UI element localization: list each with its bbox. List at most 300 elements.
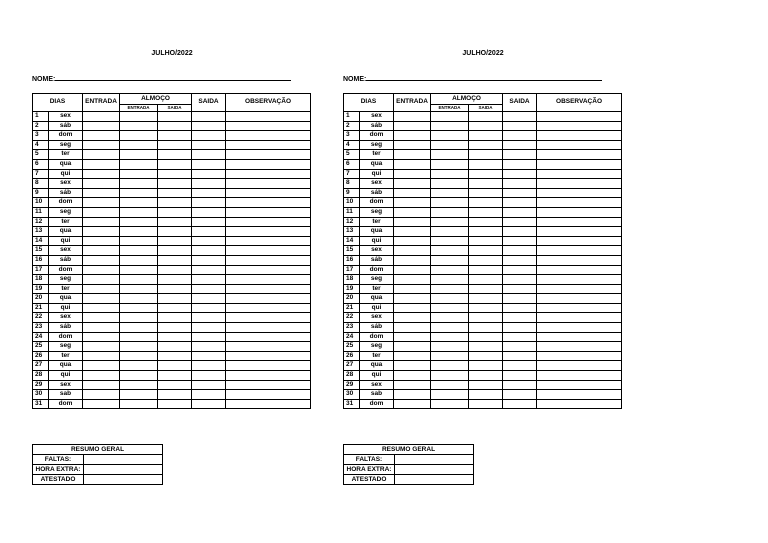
saida-cell[interactable]	[192, 342, 226, 352]
entrada-cell[interactable]	[394, 294, 431, 304]
name-line[interactable]	[55, 73, 291, 81]
observacao-cell[interactable]	[226, 236, 311, 246]
almoco-entrada-cell[interactable]	[431, 265, 469, 275]
almoco-saida-cell[interactable]	[158, 150, 192, 160]
almoco-entrada-cell[interactable]	[120, 323, 158, 333]
entrada-cell[interactable]	[83, 255, 120, 265]
saida-cell[interactable]	[192, 179, 226, 189]
almoco-entrada-cell[interactable]	[120, 188, 158, 198]
saida-cell[interactable]	[503, 236, 537, 246]
observacao-cell[interactable]	[226, 227, 311, 237]
entrada-cell[interactable]	[394, 207, 431, 217]
entrada-cell[interactable]	[394, 150, 431, 160]
entrada-cell[interactable]	[394, 227, 431, 237]
saida-cell[interactable]	[192, 131, 226, 141]
entrada-cell[interactable]	[83, 323, 120, 333]
observacao-cell[interactable]	[226, 217, 311, 227]
almoco-saida-cell[interactable]	[158, 179, 192, 189]
entrada-cell[interactable]	[394, 198, 431, 208]
entrada-cell[interactable]	[83, 390, 120, 400]
saida-cell[interactable]	[503, 255, 537, 265]
observacao-cell[interactable]	[226, 361, 311, 371]
almoco-saida-cell[interactable]	[158, 227, 192, 237]
saida-cell[interactable]	[192, 303, 226, 313]
observacao-cell[interactable]	[537, 150, 622, 160]
almoco-entrada-cell[interactable]	[431, 112, 469, 122]
almoco-saida-cell[interactable]	[158, 303, 192, 313]
almoco-saida-cell[interactable]	[469, 332, 503, 342]
saida-cell[interactable]	[192, 399, 226, 409]
entrada-cell[interactable]	[394, 351, 431, 361]
saida-cell[interactable]	[503, 150, 537, 160]
saida-cell[interactable]	[192, 159, 226, 169]
observacao-cell[interactable]	[537, 188, 622, 198]
saida-cell[interactable]	[503, 342, 537, 352]
almoco-saida-cell[interactable]	[469, 255, 503, 265]
almoco-entrada-cell[interactable]	[431, 399, 469, 409]
entrada-cell[interactable]	[83, 380, 120, 390]
saida-cell[interactable]	[192, 265, 226, 275]
observacao-cell[interactable]	[226, 323, 311, 333]
observacao-cell[interactable]	[226, 303, 311, 313]
observacao-cell[interactable]	[226, 390, 311, 400]
almoco-entrada-cell[interactable]	[120, 169, 158, 179]
almoco-saida-cell[interactable]	[469, 265, 503, 275]
almoco-saida-cell[interactable]	[469, 361, 503, 371]
observacao-cell[interactable]	[226, 112, 311, 122]
almoco-entrada-cell[interactable]	[120, 121, 158, 131]
almoco-entrada-cell[interactable]	[431, 313, 469, 323]
saida-cell[interactable]	[503, 169, 537, 179]
almoco-saida-cell[interactable]	[158, 323, 192, 333]
observacao-cell[interactable]	[537, 236, 622, 246]
almoco-saida-cell[interactable]	[469, 121, 503, 131]
almoco-entrada-cell[interactable]	[120, 351, 158, 361]
almoco-saida-cell[interactable]	[158, 188, 192, 198]
saida-cell[interactable]	[503, 217, 537, 227]
saida-cell[interactable]	[192, 207, 226, 217]
observacao-cell[interactable]	[537, 342, 622, 352]
saida-cell[interactable]	[503, 198, 537, 208]
almoco-entrada-cell[interactable]	[431, 380, 469, 390]
observacao-cell[interactable]	[537, 265, 622, 275]
almoco-entrada-cell[interactable]	[120, 227, 158, 237]
almoco-saida-cell[interactable]	[158, 236, 192, 246]
almoco-entrada-cell[interactable]	[120, 303, 158, 313]
saida-cell[interactable]	[192, 361, 226, 371]
almoco-entrada-cell[interactable]	[431, 150, 469, 160]
almoco-entrada-cell[interactable]	[431, 236, 469, 246]
entrada-cell[interactable]	[394, 390, 431, 400]
entrada-cell[interactable]	[394, 265, 431, 275]
almoco-saida-cell[interactable]	[158, 217, 192, 227]
almoco-entrada-cell[interactable]	[431, 351, 469, 361]
almoco-entrada-cell[interactable]	[120, 140, 158, 150]
saida-cell[interactable]	[192, 351, 226, 361]
almoco-saida-cell[interactable]	[469, 294, 503, 304]
almoco-saida-cell[interactable]	[158, 169, 192, 179]
observacao-cell[interactable]	[537, 246, 622, 256]
saida-cell[interactable]	[503, 246, 537, 256]
almoco-saida-cell[interactable]	[158, 284, 192, 294]
entrada-cell[interactable]	[83, 303, 120, 313]
almoco-entrada-cell[interactable]	[120, 198, 158, 208]
summary-hora-extra-value[interactable]	[395, 465, 474, 475]
entrada-cell[interactable]	[394, 121, 431, 131]
almoco-entrada-cell[interactable]	[431, 390, 469, 400]
saida-cell[interactable]	[503, 351, 537, 361]
observacao-cell[interactable]	[226, 351, 311, 361]
almoco-entrada-cell[interactable]	[120, 399, 158, 409]
saida-cell[interactable]	[192, 150, 226, 160]
saida-cell[interactable]	[192, 112, 226, 122]
observacao-cell[interactable]	[537, 255, 622, 265]
observacao-cell[interactable]	[537, 159, 622, 169]
almoco-saida-cell[interactable]	[158, 198, 192, 208]
saida-cell[interactable]	[503, 313, 537, 323]
almoco-entrada-cell[interactable]	[431, 179, 469, 189]
saida-cell[interactable]	[192, 323, 226, 333]
almoco-saida-cell[interactable]	[158, 390, 192, 400]
almoco-saida-cell[interactable]	[469, 342, 503, 352]
almoco-entrada-cell[interactable]	[431, 323, 469, 333]
almoco-saida-cell[interactable]	[469, 390, 503, 400]
observacao-cell[interactable]	[537, 131, 622, 141]
observacao-cell[interactable]	[226, 246, 311, 256]
entrada-cell[interactable]	[83, 227, 120, 237]
observacao-cell[interactable]	[226, 265, 311, 275]
saida-cell[interactable]	[503, 159, 537, 169]
saida-cell[interactable]	[503, 303, 537, 313]
almoco-entrada-cell[interactable]	[431, 361, 469, 371]
entrada-cell[interactable]	[83, 131, 120, 141]
almoco-saida-cell[interactable]	[469, 284, 503, 294]
almoco-entrada-cell[interactable]	[120, 380, 158, 390]
entrada-cell[interactable]	[83, 188, 120, 198]
observacao-cell[interactable]	[537, 399, 622, 409]
entrada-cell[interactable]	[83, 140, 120, 150]
observacao-cell[interactable]	[226, 150, 311, 160]
observacao-cell[interactable]	[226, 159, 311, 169]
saida-cell[interactable]	[192, 284, 226, 294]
almoco-entrada-cell[interactable]	[431, 284, 469, 294]
summary-atestado-value[interactable]	[395, 475, 474, 485]
observacao-cell[interactable]	[226, 371, 311, 381]
almoco-saida-cell[interactable]	[158, 159, 192, 169]
saida-cell[interactable]	[192, 188, 226, 198]
observacao-cell[interactable]	[226, 332, 311, 342]
almoco-saida-cell[interactable]	[469, 227, 503, 237]
almoco-saida-cell[interactable]	[158, 342, 192, 352]
almoco-entrada-cell[interactable]	[431, 169, 469, 179]
observacao-cell[interactable]	[226, 294, 311, 304]
observacao-cell[interactable]	[226, 380, 311, 390]
saida-cell[interactable]	[192, 236, 226, 246]
observacao-cell[interactable]	[537, 169, 622, 179]
saida-cell[interactable]	[503, 121, 537, 131]
almoco-entrada-cell[interactable]	[120, 390, 158, 400]
entrada-cell[interactable]	[394, 246, 431, 256]
saida-cell[interactable]	[192, 371, 226, 381]
almoco-saida-cell[interactable]	[469, 140, 503, 150]
almoco-saida-cell[interactable]	[158, 332, 192, 342]
saida-cell[interactable]	[192, 121, 226, 131]
name-line[interactable]	[366, 73, 602, 81]
entrada-cell[interactable]	[83, 112, 120, 122]
entrada-cell[interactable]	[83, 236, 120, 246]
saida-cell[interactable]	[192, 313, 226, 323]
entrada-cell[interactable]	[83, 150, 120, 160]
entrada-cell[interactable]	[83, 159, 120, 169]
observacao-cell[interactable]	[226, 399, 311, 409]
almoco-entrada-cell[interactable]	[120, 275, 158, 285]
entrada-cell[interactable]	[394, 236, 431, 246]
almoco-saida-cell[interactable]	[158, 371, 192, 381]
saida-cell[interactable]	[503, 361, 537, 371]
almoco-saida-cell[interactable]	[158, 121, 192, 131]
saida-cell[interactable]	[503, 294, 537, 304]
entrada-cell[interactable]	[394, 371, 431, 381]
entrada-cell[interactable]	[83, 284, 120, 294]
entrada-cell[interactable]	[83, 207, 120, 217]
almoco-saida-cell[interactable]	[469, 246, 503, 256]
almoco-entrada-cell[interactable]	[431, 121, 469, 131]
entrada-cell[interactable]	[394, 112, 431, 122]
entrada-cell[interactable]	[394, 313, 431, 323]
observacao-cell[interactable]	[226, 121, 311, 131]
observacao-cell[interactable]	[537, 371, 622, 381]
almoco-entrada-cell[interactable]	[120, 207, 158, 217]
almoco-entrada-cell[interactable]	[431, 198, 469, 208]
saida-cell[interactable]	[503, 371, 537, 381]
almoco-saida-cell[interactable]	[158, 255, 192, 265]
almoco-entrada-cell[interactable]	[120, 112, 158, 122]
almoco-entrada-cell[interactable]	[120, 332, 158, 342]
entrada-cell[interactable]	[83, 121, 120, 131]
entrada-cell[interactable]	[394, 275, 431, 285]
saida-cell[interactable]	[192, 227, 226, 237]
almoco-entrada-cell[interactable]	[120, 179, 158, 189]
entrada-cell[interactable]	[394, 323, 431, 333]
entrada-cell[interactable]	[83, 332, 120, 342]
almoco-entrada-cell[interactable]	[431, 159, 469, 169]
entrada-cell[interactable]	[83, 169, 120, 179]
saida-cell[interactable]	[192, 294, 226, 304]
saida-cell[interactable]	[192, 198, 226, 208]
almoco-saida-cell[interactable]	[469, 217, 503, 227]
entrada-cell[interactable]	[83, 361, 120, 371]
summary-faltas-value[interactable]	[395, 455, 474, 465]
saida-cell[interactable]	[192, 169, 226, 179]
almoco-entrada-cell[interactable]	[431, 217, 469, 227]
observacao-cell[interactable]	[537, 217, 622, 227]
saida-cell[interactable]	[503, 284, 537, 294]
saida-cell[interactable]	[192, 255, 226, 265]
observacao-cell[interactable]	[226, 131, 311, 141]
almoco-saida-cell[interactable]	[469, 351, 503, 361]
almoco-entrada-cell[interactable]	[431, 255, 469, 265]
almoco-saida-cell[interactable]	[469, 236, 503, 246]
saida-cell[interactable]	[192, 332, 226, 342]
almoco-entrada-cell[interactable]	[120, 361, 158, 371]
almoco-entrada-cell[interactable]	[431, 140, 469, 150]
almoco-saida-cell[interactable]	[469, 188, 503, 198]
almoco-saida-cell[interactable]	[469, 159, 503, 169]
entrada-cell[interactable]	[394, 188, 431, 198]
observacao-cell[interactable]	[537, 207, 622, 217]
entrada-cell[interactable]	[83, 342, 120, 352]
observacao-cell[interactable]	[537, 332, 622, 342]
entrada-cell[interactable]	[394, 179, 431, 189]
observacao-cell[interactable]	[537, 294, 622, 304]
observacao-cell[interactable]	[226, 188, 311, 198]
entrada-cell[interactable]	[394, 140, 431, 150]
almoco-entrada-cell[interactable]	[120, 371, 158, 381]
almoco-saida-cell[interactable]	[469, 275, 503, 285]
almoco-saida-cell[interactable]	[158, 207, 192, 217]
saida-cell[interactable]	[503, 112, 537, 122]
entrada-cell[interactable]	[394, 332, 431, 342]
entrada-cell[interactable]	[83, 246, 120, 256]
observacao-cell[interactable]	[537, 227, 622, 237]
observacao-cell[interactable]	[537, 351, 622, 361]
saida-cell[interactable]	[503, 207, 537, 217]
saida-cell[interactable]	[503, 380, 537, 390]
almoco-entrada-cell[interactable]	[431, 294, 469, 304]
saida-cell[interactable]	[503, 140, 537, 150]
almoco-saida-cell[interactable]	[469, 313, 503, 323]
summary-hora-extra-value[interactable]	[84, 465, 163, 475]
almoco-saida-cell[interactable]	[158, 246, 192, 256]
observacao-cell[interactable]	[537, 198, 622, 208]
almoco-entrada-cell[interactable]	[431, 227, 469, 237]
saida-cell[interactable]	[192, 246, 226, 256]
almoco-saida-cell[interactable]	[469, 179, 503, 189]
almoco-saida-cell[interactable]	[158, 361, 192, 371]
saida-cell[interactable]	[503, 323, 537, 333]
almoco-saida-cell[interactable]	[469, 207, 503, 217]
observacao-cell[interactable]	[226, 198, 311, 208]
entrada-cell[interactable]	[83, 313, 120, 323]
saida-cell[interactable]	[503, 131, 537, 141]
entrada-cell[interactable]	[83, 265, 120, 275]
almoco-entrada-cell[interactable]	[120, 265, 158, 275]
entrada-cell[interactable]	[394, 159, 431, 169]
entrada-cell[interactable]	[394, 131, 431, 141]
almoco-entrada-cell[interactable]	[431, 131, 469, 141]
observacao-cell[interactable]	[537, 179, 622, 189]
almoco-entrada-cell[interactable]	[431, 342, 469, 352]
saida-cell[interactable]	[503, 227, 537, 237]
almoco-saida-cell[interactable]	[158, 294, 192, 304]
observacao-cell[interactable]	[537, 303, 622, 313]
saida-cell[interactable]	[503, 390, 537, 400]
almoco-entrada-cell[interactable]	[431, 246, 469, 256]
entrada-cell[interactable]	[394, 380, 431, 390]
observacao-cell[interactable]	[226, 313, 311, 323]
almoco-entrada-cell[interactable]	[120, 294, 158, 304]
summary-atestado-value[interactable]	[84, 475, 163, 485]
observacao-cell[interactable]	[226, 140, 311, 150]
entrada-cell[interactable]	[394, 361, 431, 371]
observacao-cell[interactable]	[226, 255, 311, 265]
observacao-cell[interactable]	[226, 284, 311, 294]
entrada-cell[interactable]	[83, 351, 120, 361]
almoco-entrada-cell[interactable]	[120, 284, 158, 294]
entrada-cell[interactable]	[394, 217, 431, 227]
observacao-cell[interactable]	[537, 361, 622, 371]
observacao-cell[interactable]	[537, 313, 622, 323]
entrada-cell[interactable]	[83, 217, 120, 227]
almoco-saida-cell[interactable]	[469, 371, 503, 381]
almoco-entrada-cell[interactable]	[431, 303, 469, 313]
saida-cell[interactable]	[503, 265, 537, 275]
almoco-saida-cell[interactable]	[469, 303, 503, 313]
observacao-cell[interactable]	[537, 380, 622, 390]
almoco-entrada-cell[interactable]	[431, 371, 469, 381]
saida-cell[interactable]	[503, 179, 537, 189]
saida-cell[interactable]	[192, 140, 226, 150]
almoco-saida-cell[interactable]	[469, 399, 503, 409]
observacao-cell[interactable]	[537, 121, 622, 131]
entrada-cell[interactable]	[83, 399, 120, 409]
almoco-saida-cell[interactable]	[158, 351, 192, 361]
almoco-saida-cell[interactable]	[158, 140, 192, 150]
almoco-saida-cell[interactable]	[469, 131, 503, 141]
observacao-cell[interactable]	[537, 284, 622, 294]
entrada-cell[interactable]	[394, 342, 431, 352]
entrada-cell[interactable]	[83, 371, 120, 381]
observacao-cell[interactable]	[226, 275, 311, 285]
almoco-saida-cell[interactable]	[158, 275, 192, 285]
entrada-cell[interactable]	[394, 255, 431, 265]
saida-cell[interactable]	[503, 275, 537, 285]
summary-faltas-value[interactable]	[84, 455, 163, 465]
almoco-saida-cell[interactable]	[158, 131, 192, 141]
entrada-cell[interactable]	[394, 169, 431, 179]
almoco-saida-cell[interactable]	[469, 198, 503, 208]
almoco-entrada-cell[interactable]	[431, 275, 469, 285]
observacao-cell[interactable]	[537, 275, 622, 285]
name-field[interactable]	[343, 73, 602, 83]
almoco-saida-cell[interactable]	[158, 380, 192, 390]
observacao-cell[interactable]	[537, 323, 622, 333]
almoco-entrada-cell[interactable]	[120, 255, 158, 265]
saida-cell[interactable]	[192, 380, 226, 390]
almoco-saida-cell[interactable]	[469, 150, 503, 160]
almoco-entrada-cell[interactable]	[431, 188, 469, 198]
saida-cell[interactable]	[192, 217, 226, 227]
observacao-cell[interactable]	[537, 112, 622, 122]
almoco-saida-cell[interactable]	[158, 112, 192, 122]
saida-cell[interactable]	[192, 390, 226, 400]
almoco-entrada-cell[interactable]	[120, 236, 158, 246]
saida-cell[interactable]	[503, 188, 537, 198]
almoco-saida-cell[interactable]	[158, 399, 192, 409]
entrada-cell[interactable]	[394, 399, 431, 409]
observacao-cell[interactable]	[537, 140, 622, 150]
observacao-cell[interactable]	[226, 169, 311, 179]
entrada-cell[interactable]	[83, 294, 120, 304]
almoco-entrada-cell[interactable]	[120, 313, 158, 323]
almoco-entrada-cell[interactable]	[120, 217, 158, 227]
saida-cell[interactable]	[503, 399, 537, 409]
almoco-entrada-cell[interactable]	[120, 159, 158, 169]
observacao-cell[interactable]	[537, 390, 622, 400]
almoco-entrada-cell[interactable]	[120, 342, 158, 352]
almoco-entrada-cell[interactable]	[120, 131, 158, 141]
observacao-cell[interactable]	[226, 207, 311, 217]
